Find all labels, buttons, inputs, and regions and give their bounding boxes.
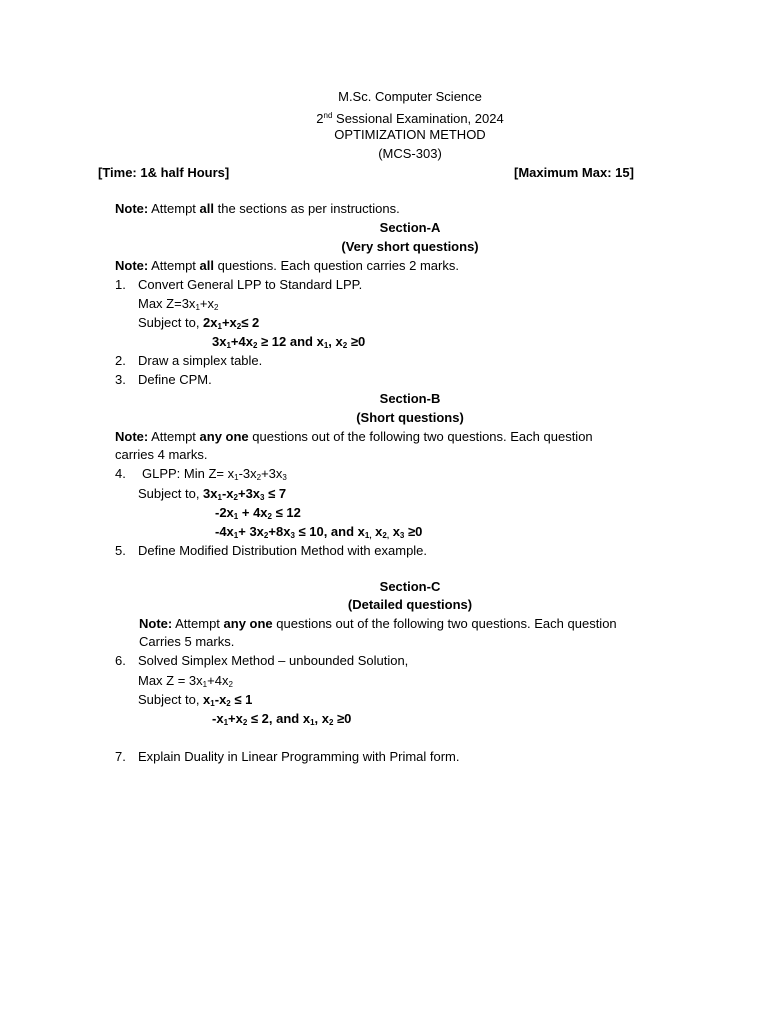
general-note: Note: Attempt all the sections as per instructions. <box>115 201 400 216</box>
section-b-note: Note: Attempt any one questions out of the following two questions. Each question <box>115 429 593 444</box>
section-b-note-line-2: carries 4 marks. <box>115 447 208 462</box>
question-6-constraint-2: $-x_1+x_2 \le 2$, and $x_1$, $x_2 \ge 0$ <box>212 711 352 727</box>
section-a-subtitle: (Very short questions) <box>341 239 479 254</box>
section-c-note-line-2: Carries 5 marks. <box>139 634 235 649</box>
section-b-subtitle: (Short questions) <box>356 410 464 425</box>
exam-title: 2nd Sessional Examination, 2024 <box>316 111 504 126</box>
section-b-title: Section-B <box>379 391 441 406</box>
subject-title: OPTIMIZATION METHOD <box>334 127 486 142</box>
section-c-title: Section-C <box>379 579 441 594</box>
subject-code: (MCS-303) <box>378 146 442 161</box>
question-6-constraint-1: Subject to, $x_1-x_2 \le 1$ <box>138 692 253 708</box>
question-4-constraint-1: Subject to, $3x_1-x_2+3x_3 \le 7$ <box>138 486 287 502</box>
section-a-note: Note: Attempt all questions. Each question carries 2 marks. <box>115 258 459 273</box>
section-c-subtitle: (Detailed questions) <box>347 597 473 612</box>
maximum-marks: [Maximum Max: 15] <box>514 165 634 180</box>
section-c-note: Note: Attempt any one questions out of the following two questions. Each question <box>139 616 617 631</box>
question-4-constraint-2: $-2x_1 + 4x_2 \le 12$ <box>215 505 301 521</box>
question-1-objective: Max $Z=3x_1+x_2$ <box>138 296 219 312</box>
section-a-title: Section-A <box>379 220 441 235</box>
time-allowed: [Time: 1& half Hours] <box>98 165 230 180</box>
question-6-objective: Max $Z = 3x_1+4x_2$ <box>138 673 233 689</box>
question-4-constraint-3: $-4x_1+ 3x_2+8x_3 \le 10$, and $x_{1,}$ $x_{2,}$ $x_3 \ge 0$ <box>215 524 423 540</box>
course-title: M.Sc. Computer Science <box>338 89 482 104</box>
question-1-constraint-1: Subject to, $2x_1+x_2\le 2$ <box>138 315 260 331</box>
exam-page: M.Sc. Computer Science 2nd Sessional Examination, 2024 OPTIMIZATION METHOD (MCS-303) [Time: 1& half Hours] [Maximum Max: 15] Note: Attempt all the sections as per instructions. Section-A (Very short questions) Note: Attempt all questions. Each question carries 2 marks. 1. Convert General LPP to Standard LPP. Max $Z=3x_1+x_2$ Subject to, $2x_1+x_2\le 2$ $3x_1+4x_2 \ge 12$ and $x_1$, $x_2 \ge 0$ 2. Draw a simplex table. 3. Define CPM. Section-B (Short questions) Note: Attempt any one questions out of the following two questions. Each question carries 4 marks. 4. GLPP: Min $Z= x_1-3x_2+3x_3$ Subject to, $3x_1-x_2+3x_3 \le 7$ $-2x_1 + 4x_2 \le 12$ $-4x_1+ 3x_2+8x_3 \le 10$, and $x_{1,}$ $x_{2,}$ $x_3 \ge 0$ 5. Define Modified Distribution Method with example. Section-C (Detailed questions) Note: Attempt any one questions out of the following two questions. Each question Carries 5 marks. 6. Solved Simplex Method – unbounded Solution, Max $Z = 3x_1+4x_2$ Subject to, $x_1-x_2 \le 1$ $-x_1+x_2 \le 2$, and $x_1$, $x_2 \ge 0$ 7. Explain Duality in Linear Programming with Primal form. <box>0 0 768 1024</box>
question-1-constraint-2: $3x_1+4x_2 \ge 12$ and $x_1$, $x_2 \ge 0$ <box>212 334 366 350</box>
